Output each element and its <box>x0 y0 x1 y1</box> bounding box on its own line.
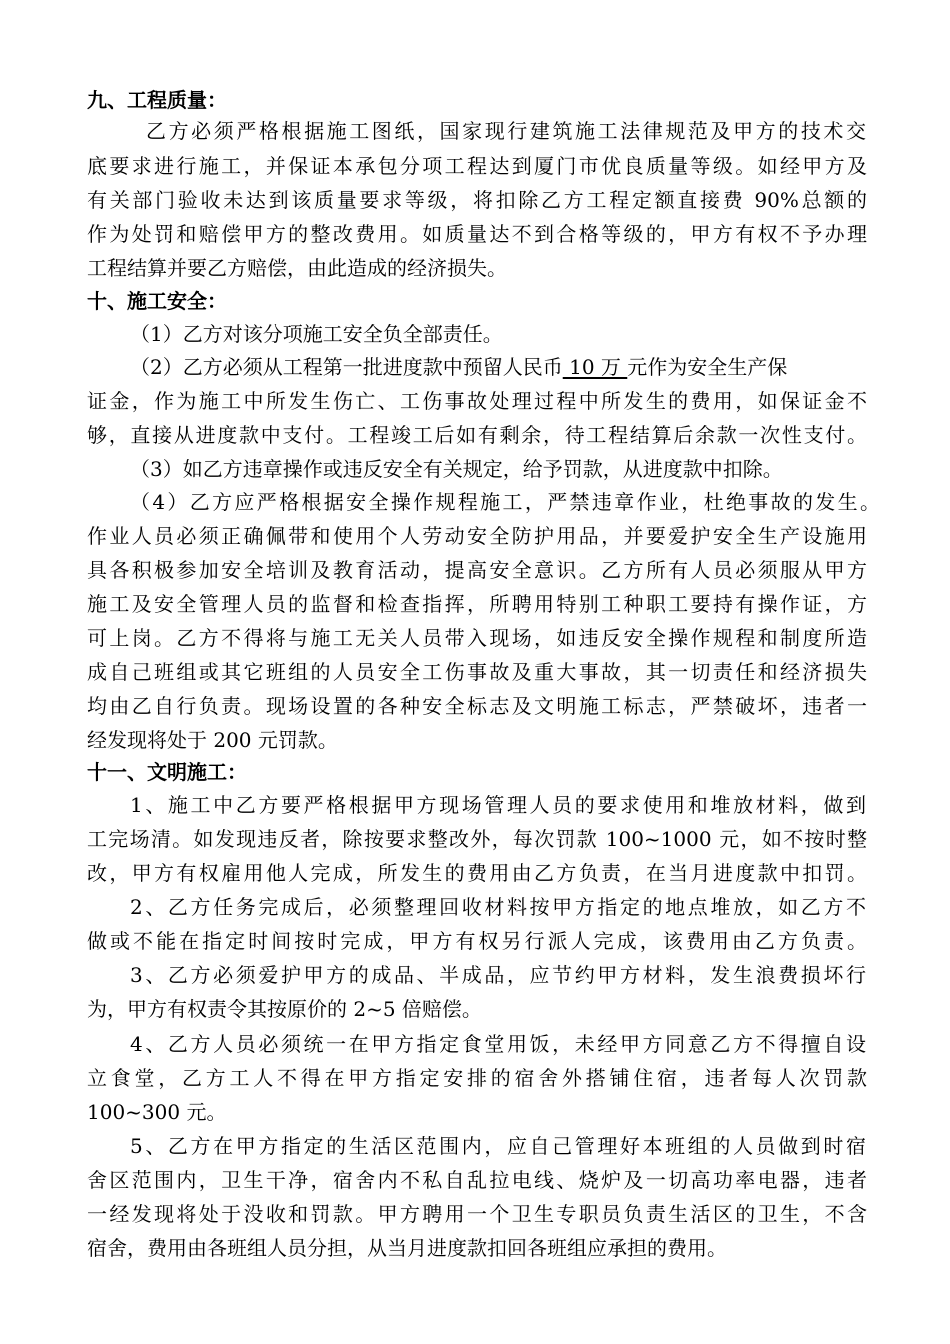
paragraph-line: 乙方必须严格根据施工图纸，国家现行建筑施工法律规范及甲方的技术交 <box>146 119 866 143</box>
section-heading-quality: 九、工程质量： <box>87 88 227 112</box>
paragraph-line: 可上岗。乙方不得将与施工无关人员带入现场，如违反安全操作规程和制度所造 <box>87 626 867 650</box>
paragraph-line: 够，直接从进度款中支付。工程竣工后如有剩余，待工程结算后余款一次性支付。 <box>87 423 867 447</box>
paragraph-line: 一经发现将处于没收和罚款。甲方聘用一个卫生专职员负责生活区的卫生，不含 <box>87 1202 867 1226</box>
paragraph-line: 工程结算并要乙方赔偿，由此造成的经济损失。 <box>87 256 507 280</box>
list-item-3-first-line: 3、乙方必须爱护甲方的成品、半成品，应节约甲方材料，发生浪费损坏行 <box>130 963 866 987</box>
list-item-1-first-line: 1、施工中乙方要严格根据甲方现场管理人员的要求使用和堆放材料，做到 <box>130 793 866 817</box>
list-item-4-first-line: （4）乙方应严格根据安全操作规程施工，严禁违章作业，杜绝事故的发生。 <box>130 490 880 514</box>
paragraph-line: 作为处罚和赔偿甲方的整改费用。如质量达不到合格等级的，甲方有权不予办理 <box>87 222 867 246</box>
list-item-2-first-line: 2、乙方任务完成后，必须整理回收材料按甲方指定的地点堆放，如乙方不 <box>130 895 866 919</box>
paragraph-line: 做或不能在指定时间按时完成，甲方有权另行派人完成，该费用由乙方负责。 <box>87 929 867 953</box>
paragraph-line: 为，甲方有权责令其按原价的 2~5 倍赔偿。 <box>87 997 482 1021</box>
paragraph-line: 工完场清。如发现违反者，除按要求整改外，每次罚款 100~1000 元，如不按时整 <box>87 827 867 851</box>
paragraph-line: 成自己班组或其它班组的人员安全工伤事故及重大事故，其一切责任和经济损失 <box>87 660 867 684</box>
paragraph-line: 底要求进行施工，并保证本承包分项工程达到厦门市优良质量等级。如经甲方及 <box>87 154 867 178</box>
deposit-amount: 10 万 <box>562 355 628 379</box>
paragraph-line: 有关部门验收未达到该质量要求等级，将扣除乙方工程定额直接费 90%总额的 <box>87 188 867 212</box>
list-item-2-text-end: 元作为安全生产保 <box>627 355 788 379</box>
list-item-1: （1）乙方对该分项施工安全负全部责任。 <box>130 322 503 346</box>
section-heading-civilized: 十一、文明施工： <box>87 760 247 784</box>
section-heading-safety: 十、施工安全： <box>87 289 227 313</box>
paragraph-line: 100~300 元。 <box>87 1100 227 1124</box>
paragraph-line: 作业人员必须正确佩带和使用个人劳动安全防护用品，并要爱护安全生产设施用 <box>87 524 867 548</box>
paragraph-line: 改，甲方有权雇用他人完成，所发生的费用由乙方负责，在当月进度款中扣罚。 <box>87 861 867 885</box>
list-item-5-first-line: 5、乙方在甲方指定的生活区范围内，应自己管理好本班组的人员做到时宿 <box>130 1134 866 1158</box>
paragraph-line: 均由乙自行负责。现场设置的各种安全标志及文明施工标志，严禁破坏，违者一 <box>87 694 867 718</box>
list-item-3: （3）如乙方违章操作或违反安全有关规定，给予罚款，从进度款中扣除。 <box>130 457 783 481</box>
list-item-4-first-line: 4、乙方人员必须统一在甲方指定食堂用饭，未经甲方同意乙方不得擅自设 <box>130 1032 866 1056</box>
paragraph-line: 具各积极参加安全培训及教育活动，提高安全意识。乙方所有人员必须服从甲方 <box>87 558 867 582</box>
list-item-2-first-line <box>130 353 866 381</box>
paragraph-line: 施工及安全管理人员的监督和检查指挥，所聘用特别工种职工要持有操作证，方 <box>87 592 867 616</box>
paragraph-line: 舍区范围内，卫生干净，宿舍内不私自乱拉电线、烧炉及一切高功率电器，违者 <box>87 1168 867 1192</box>
list-item-2-text: （2）乙方必须从工程第一批进度款中预留人民币 <box>130 355 563 379</box>
paragraph-line: 宿舍，费用由各班组人员分担，从当月进度款扣回各班组应承担的费用。 <box>87 1236 727 1260</box>
paragraph-line: 证金，作为施工中所发生伤亡、工伤事故处理过程中所发生的费用，如保证金不 <box>87 389 867 413</box>
paragraph-line: 经发现将处于 200 元罚款。 <box>87 728 338 752</box>
paragraph-line: 立食堂，乙方工人不得在甲方指定安排的宿舍外搭铺住宿，违者每人次罚款 <box>87 1066 867 1090</box>
